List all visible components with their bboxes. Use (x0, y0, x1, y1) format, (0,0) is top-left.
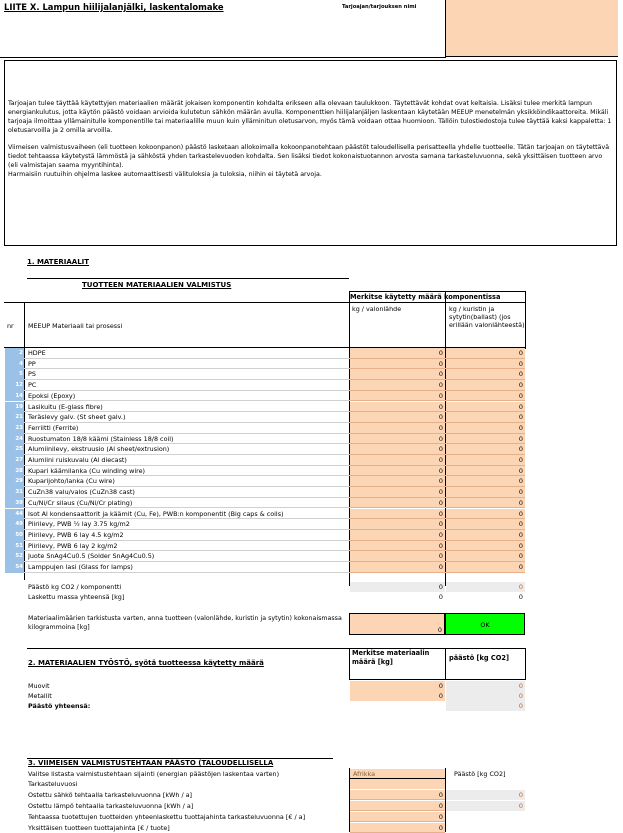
material-name: Piirilevy, PWB 6 lay 2 kg/m2 (28, 541, 118, 550)
material-kg-ballast-input[interactable]: 0 (446, 519, 525, 530)
material-kg-ballast-input[interactable]: 0 (446, 509, 525, 520)
material-name: Alumiini ruiskuvalu (Al diecast) (28, 456, 127, 464)
emission-value-light-source: 0 (350, 582, 445, 592)
material-kg-ballast-input[interactable]: 0 (446, 402, 525, 413)
mass-value-light-source: 0 (438, 593, 443, 601)
material-name: Kuparijohto/lanka (Cu wire) (28, 477, 115, 486)
factory-row-label: Yksittäisen tuotteen tuottajahinta [€ / tuote] (28, 824, 170, 832)
material-name: Lasikuitu (E-glass fibre) (28, 402, 103, 411)
processing-amount-input[interactable]: 0 (350, 681, 445, 691)
material-name: Juote SnAg4Cu0.5 (Solder SnAg4Cu0.5) (28, 552, 155, 561)
material-nr: 4 (5, 359, 24, 370)
factory-location-label: Valitse listasta valmistustehtaan sijainti (energian päästöjen laskentaa varten) (28, 770, 280, 778)
material-kg-light-source-input[interactable]: 0 (350, 541, 445, 552)
material-kg-light-source-input[interactable]: 0 (350, 498, 445, 509)
material-kg-ballast-input[interactable]: 0 (446, 380, 525, 391)
material-kg-light-source-input[interactable]: 0 (350, 476, 445, 487)
section-2-col-emission: päästö [kg CO2] (449, 654, 509, 662)
material-name: HDPE (28, 349, 46, 357)
reference-year-label: Tarkasteluvuosi (28, 780, 78, 788)
material-nr: 25 (5, 444, 24, 455)
section-3-heading: 3. VIIMEISEN VALMISTUSTEHTAAN PÄÄSTÖ (TALOUDELLISELLA (28, 759, 274, 767)
col-header-material: MEEUP Materiaali tai prosessi (28, 322, 123, 330)
material-kg-ballast-input[interactable]: 0 (446, 412, 525, 423)
material-kg-ballast-input[interactable]: 0 (446, 541, 525, 552)
processing-emission-value: 0 (446, 681, 525, 691)
material-kg-light-source-input[interactable]: 0 (350, 509, 445, 520)
material-nr: 52 (5, 551, 24, 562)
material-kg-light-source-input[interactable]: 0 (350, 348, 445, 359)
factory-emission-value: 0 (446, 801, 525, 811)
factory-row-label: Ostettu lämpö tehtaalla tarkasteluvuonna [kWh / a] (28, 802, 194, 810)
factory-row-label: Ostettu sähkö tehtaalla tarkasteluvuonna [kWh / a] (28, 791, 193, 799)
material-name: PP (28, 359, 36, 368)
material-nr: 14 (5, 391, 24, 402)
material-nr: 27 (5, 455, 24, 466)
material-kg-ballast-input[interactable]: 0 (446, 498, 525, 509)
col-header-kg-ballast: kg / kuristin ja sytytin(ballast) (jos erillään valonlähteestä) (449, 305, 525, 329)
instructions-box (4, 60, 617, 246)
emission-value-ballast: 0 (446, 582, 525, 592)
material-kg-ballast-input[interactable]: 0 (446, 476, 525, 487)
material-nr: 5 (5, 369, 24, 380)
section-3-col-emission: Päästö [kg CO2] (454, 770, 506, 778)
material-nr: 50 (5, 530, 24, 541)
material-kg-ballast-input[interactable]: 0 (446, 369, 525, 380)
material-kg-ballast-input[interactable]: 0 (446, 455, 525, 466)
material-kg-light-source-input[interactable]: 0 (350, 412, 445, 423)
material-kg-light-source-input[interactable]: 0 (350, 466, 445, 477)
material-name: Ferriitti (Ferrite) (28, 423, 79, 432)
material-kg-light-source-input[interactable]: 0 (350, 444, 445, 455)
col-header-kg-light-source: kg / valonlähde (352, 305, 402, 313)
group-header: Merkitse käytetty määrä komponentissa (350, 293, 501, 301)
material-nr: 54 (5, 562, 24, 573)
material-kg-ballast-input[interactable]: 0 (446, 562, 525, 573)
material-kg-ballast-input[interactable]: 0 (446, 530, 525, 541)
material-name: Teräslevy galv. (St sheet galv.) (28, 413, 126, 422)
material-nr: 51 (5, 541, 24, 552)
instructions-paragraph-1: Tarjoajan tulee täyttää käytettyjen materiaalien määrät jokaisen komponentin kohdalta erikseen alla olevaan taulukkoon. Täytettävät kohdat ovat keltaisia. Lisäksi tulee merkitä lampun energiankulutus, jotta käytön päästö voidaan arvioida kulutetun sähkön määrän avulla. Komponenttien hiilijalanjäljen laskentaan käytetään MEEUP menetelmän yksikköindikaattoreita. Mikäli tarjoaja ilmoittaa yllämainitulle komponentille tai materiaalille muun kuin ylläminitun oletusarvon, myös tämä voidaan ottaa huomioon. Tällöin tulostiedostoja tulee täyttää kaksi kappaletta: 1 oletusarvoilla ja 2 omilla arvoilla. (8, 100, 612, 134)
material-name: Isot Al kondensaattorit ja käämit (Cu, Fe), PWB:n komponentit (Big caps & coils) (28, 509, 284, 518)
supplier-name-input[interactable] (445, 0, 618, 57)
material-nr: 31 (5, 487, 24, 498)
instructions-paragraph-3: Harmaisiin ruutuihin ohjelma laskee automaattisesti välituloksia ja tuloksia, niihin ei täytetä arvoja. (8, 171, 322, 178)
material-name: Alumiinilevy, ekstruusio (Al sheet/extrusion) (28, 445, 170, 454)
material-kg-ballast-input[interactable]: 0 (446, 423, 525, 434)
material-nr: 24 (5, 434, 24, 445)
material-name: Kupari käämilanka (Cu winding wire) (28, 466, 146, 475)
factory-emission-value: 0 (446, 790, 525, 800)
material-kg-ballast-input[interactable]: 0 (446, 359, 525, 370)
material-name: Piirilevy, PWB ½ lay 3.75 kg/m2 (28, 520, 130, 529)
material-kg-light-source-input[interactable]: 0 (350, 380, 445, 391)
processing-material-name: Muovit (28, 682, 50, 690)
material-name: PC (28, 381, 37, 390)
reference-year-input[interactable] (350, 779, 445, 789)
section-2-total-label: Päästö yhteensä: (28, 702, 91, 710)
processing-amount-input[interactable]: 0 (350, 691, 445, 701)
material-nr: 19 (5, 402, 24, 413)
material-kg-light-source-input[interactable]: 0 (350, 530, 445, 541)
material-kg-ballast-input[interactable]: 0 (446, 466, 525, 477)
section-2-col-amount: Merkitse materiaalin määrä [kg] (352, 649, 430, 666)
material-kg-light-source-input[interactable]: 0 (350, 455, 445, 466)
material-name: PS (28, 370, 36, 379)
material-kg-light-source-input[interactable]: 0 (350, 562, 445, 573)
factory-value-input[interactable]: 0 (350, 812, 445, 822)
material-nr: 12 (5, 380, 24, 391)
material-kg-ballast-input[interactable]: 0 (446, 551, 525, 562)
material-kg-light-source-input[interactable]: 0 (350, 402, 445, 413)
material-nr: 23 (5, 423, 24, 434)
section-1-heading: 1. MATERIAALIT (27, 258, 90, 266)
material-kg-light-source-input[interactable]: 0 (350, 487, 445, 498)
material-kg-ballast-input[interactable]: 0 (446, 487, 525, 498)
material-nr: 44 (5, 509, 24, 520)
material-name: Lamppujen lasi (Glass for lamps) (28, 563, 133, 571)
material-nr: 21 (5, 412, 24, 423)
mass-check-status: OK (445, 613, 525, 635)
section-2-heading: 2. MATERIAALIEN TYÖSTÖ, syötä tuotteessa käytetty määrä (28, 659, 264, 667)
sheet-title: LIITE X. Lampun hiilijalanjälki, laskentalomake (4, 2, 224, 12)
material-name: CuZn38 valu/valos (CuZn38 cast) (28, 488, 135, 497)
mass-label: Laskettu massa yhteensä [kg] (28, 593, 125, 601)
material-kg-light-source-input[interactable]: 0 (350, 434, 445, 445)
total-mass-input[interactable]: 0 (349, 613, 445, 635)
material-kg-light-source-input[interactable]: 0 (350, 391, 445, 402)
material-kg-ballast-input[interactable]: 0 (446, 444, 525, 455)
mass-value-ballast: 0 (518, 593, 523, 601)
factory-location-select[interactable]: Afrikka (350, 769, 445, 779)
material-kg-light-source-input[interactable]: 0 (350, 369, 445, 380)
material-nr: 2 (5, 348, 24, 359)
col-header-nr: nr (7, 322, 14, 330)
material-name: Piirilevy, PWB 6 lay 4.5 kg/m2 (28, 530, 124, 539)
material-kg-light-source-input[interactable]: 0 (350, 423, 445, 434)
factory-value-input[interactable]: 0 (350, 823, 445, 833)
emission-label: Päästö kg CO2 / komponentti (28, 583, 122, 591)
material-nr: 39 (5, 498, 24, 509)
material-name: Epoksi (Epoxy) (28, 391, 76, 400)
factory-row-label: Tehtaassa tuotettujen tuotteiden yhteenlaskettu tuottajahinta tarkasteluvuonna [€ / a] (28, 813, 306, 821)
supplier-label: Tarjoajan/tarjouksen nimi (342, 4, 417, 10)
material-kg-light-source-input[interactable]: 0 (350, 551, 445, 562)
section-2-total-value: 0 (446, 701, 525, 711)
processing-emission-value: 0 (446, 691, 525, 701)
material-kg-light-source-input[interactable]: 0 (350, 519, 445, 530)
material-kg-light-source-input[interactable]: 0 (350, 359, 445, 370)
material-kg-ballast-input[interactable]: 0 (446, 391, 525, 402)
material-name: Ruostumaton 18/8 käämi (Stainless 18/8 coil) (28, 434, 174, 443)
factory-value-input[interactable]: 0 (350, 790, 445, 800)
material-kg-ballast-input[interactable]: 0 (446, 434, 525, 445)
material-name: Cu/Ni/Cr silaus (Cu/Ni/Cr plating) (28, 498, 133, 507)
factory-value-input[interactable]: 0 (350, 801, 445, 811)
processing-material-name: Metallit (28, 692, 52, 700)
material-nr: 28 (5, 466, 24, 477)
material-nr: 49 (5, 519, 24, 530)
instructions-paragraph-2: Viimeisen valmistusvaiheen (eli tuotteen kokoonpanon) päästö lasketaan allokoimalla kokoonpanotehtaan päästöt taloudellisella perisatteella yhdelle tuotteelle. Tätän tarjoajan on täytettävä tiedot tehtaassa käytetystä lämmöstä ja sähköstä yhden tarkastelevuoden kohdalta. Sen lisäksi tiedot kokonaistuotannon arvosta samana tarkasteluvuonna, sekä yksittäisen tuotteen arvo (eli valmistajan saama myyntihinta). (8, 144, 610, 169)
material-kg-ballast-input[interactable]: 0 (446, 348, 525, 359)
total-mass-check-label: Materiaalimäärien tarkistusta varten, anna tuotteen (valonlähde, kuristin ja sytytin) kokonaismassa kilogrammoina [kg] (28, 615, 342, 631)
section-1-subheading: TUOTTEEN MATERIAALIEN VALMISTUS (82, 281, 232, 289)
material-nr: 29 (5, 476, 24, 487)
